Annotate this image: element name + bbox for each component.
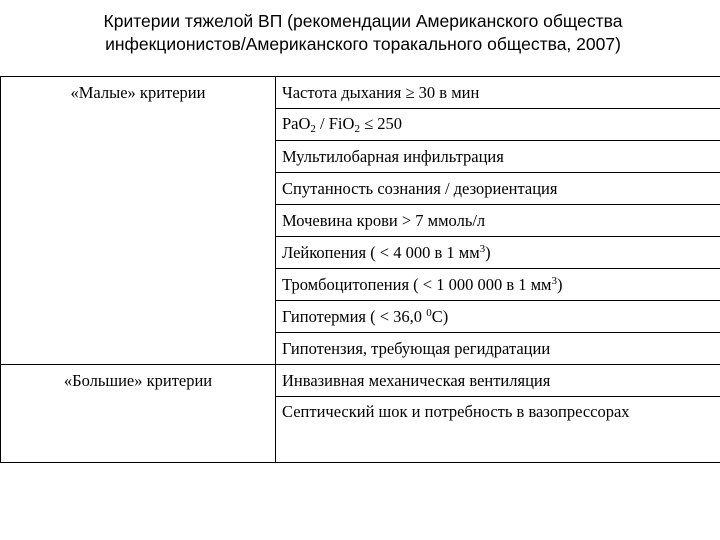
criterion-leukopenia: Лейкопения ( < 4 000 в 1 $мм^3$): [276, 237, 720, 269]
table-row: [1, 77, 720, 109]
table-row: [1, 365, 720, 397]
criterion-ventilation: Инвазивная механическая вентиляция: [276, 365, 720, 397]
title-line-2: инфекционистов/Американского торакального общества, 2007): [105, 34, 621, 54]
page-title: [0, 10, 720, 56]
criterion-resp-rate: Частота дыхания ≥ 30 в мин: [276, 77, 720, 109]
criterion-thrombocytopenia: Тромбоцитопения ( < 1 000 000 в 1 $мм^3$): [276, 269, 720, 301]
major-criteria-label: «Большие» критерии: [1, 365, 276, 463]
criterion-multilobar: Мультилобарная инфильтрация: [276, 141, 720, 173]
minor-criteria-label: «Малые» критерии: [1, 77, 276, 365]
criterion-hypothermia: Гипотермия ( < 36,0 $^0$С): [276, 301, 720, 333]
criterion-pao2-fio2: PaO$_2$ / FiO$_2$ ≤ 250: [276, 109, 720, 141]
criterion-confusion: Спутанность сознания / дезориентация: [276, 173, 720, 205]
title-line-1: Критерии тяжелой ВП (рекомендации Американского общества: [103, 11, 623, 31]
criteria-table: [0, 76, 720, 463]
criterion-septic-shock: Септический шок и потребность в вазопрессорах: [276, 397, 720, 463]
criterion-urea: Мочевина крови > 7 ммоль/л: [276, 205, 720, 237]
criterion-hypotension: Гипотензия, требующая регидратации: [276, 333, 720, 365]
